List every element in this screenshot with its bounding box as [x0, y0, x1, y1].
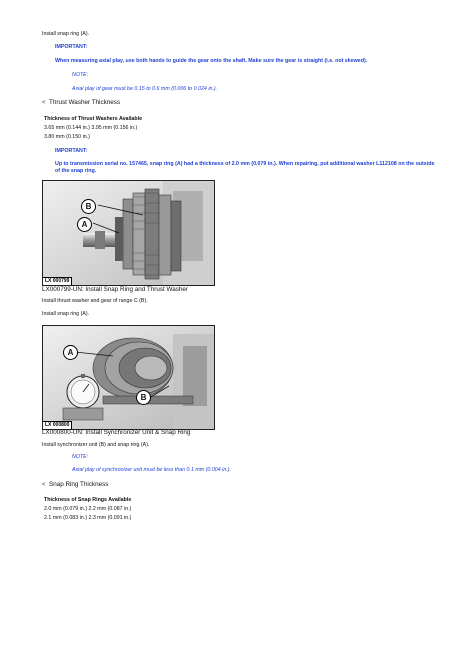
table-title: Thickness of Thrust Washers Available: [44, 116, 143, 122]
collapse-chevron-icon[interactable]: <: [42, 100, 46, 106]
figure-caption: LX000799-UN: Install Snap Ring and Thrust Washer: [42, 286, 188, 293]
important-text-line: of the snap ring.: [55, 168, 97, 174]
callout-b: B: [136, 390, 151, 405]
step-text: Install thrust washer and gear of range C (B).: [42, 298, 148, 304]
gear-photo-illustration: [43, 181, 214, 285]
callout-a: A: [77, 217, 92, 232]
collapse-chevron-icon[interactable]: <: [42, 482, 46, 488]
synchronizer-photo-illustration: [43, 326, 214, 429]
important-text: When measuring axial play, use both hands to guide the gear onto the shaft. Make sure the gear is straight (i.e. not skewed).: [55, 58, 368, 64]
note-text: Axial play of gear must be 0.15 to 0.6 mm (0.006 to 0.024 in.).: [72, 86, 218, 92]
section-title: Thrust Washer Thickness: [49, 99, 121, 106]
step-text: Install snap ring (A).: [42, 311, 90, 317]
table-row: 2.1 mm (0.083 in.) 2.3 mm (0.091 in.): [44, 515, 132, 521]
step-text-install-snap-ring: Install snap ring (A).: [42, 31, 90, 37]
step-text: Install synchronizer unit (B) and snap ring (A).: [42, 442, 150, 448]
table-title: Thickness of Snap Rings Available: [44, 497, 132, 503]
section-heading-thrust-washer[interactable]: [42, 99, 120, 107]
important-label: IMPORTANT:: [55, 44, 88, 50]
note-label: NOTE:: [72, 454, 89, 460]
figure-photo-synchronizer-unit: [42, 325, 215, 430]
note-label: NOTE:: [72, 72, 89, 78]
table-row: 2.0 mm (0.079 in.) 2.2 mm (0.087 in.): [44, 506, 132, 512]
important-text-line: Up to transmission serial no. 157465, snap ring (A) had a thickness of 2.0 mm (0.079 in.). When repairing, put additional washer L112108 on the outside: [55, 161, 435, 167]
figure-caption: LX000800-UN: Install Synchronizer Unit & Snap Ring: [42, 429, 191, 436]
callout-b: B: [81, 199, 96, 214]
table-row: 3.80 mm (0.150 in.): [44, 134, 90, 140]
important-label: IMPORTANT:: [55, 148, 88, 154]
figure-photo-snap-ring-thrust-washer: [42, 180, 215, 286]
figure-plate-number: LX 000800: [43, 421, 72, 429]
section-heading-snap-ring[interactable]: [42, 481, 108, 489]
note-text: Axial play of synchronizer unit must be less than 0.1 mm (0.004 in.).: [72, 467, 231, 473]
callout-a: A: [63, 345, 78, 360]
figure-plate-number: LX 000799: [43, 277, 72, 285]
table-row: 3.65 mm (0.144 in.) 3.95 mm (0.156 in.): [44, 125, 138, 131]
section-title: Snap Ring Thickness: [49, 481, 109, 488]
